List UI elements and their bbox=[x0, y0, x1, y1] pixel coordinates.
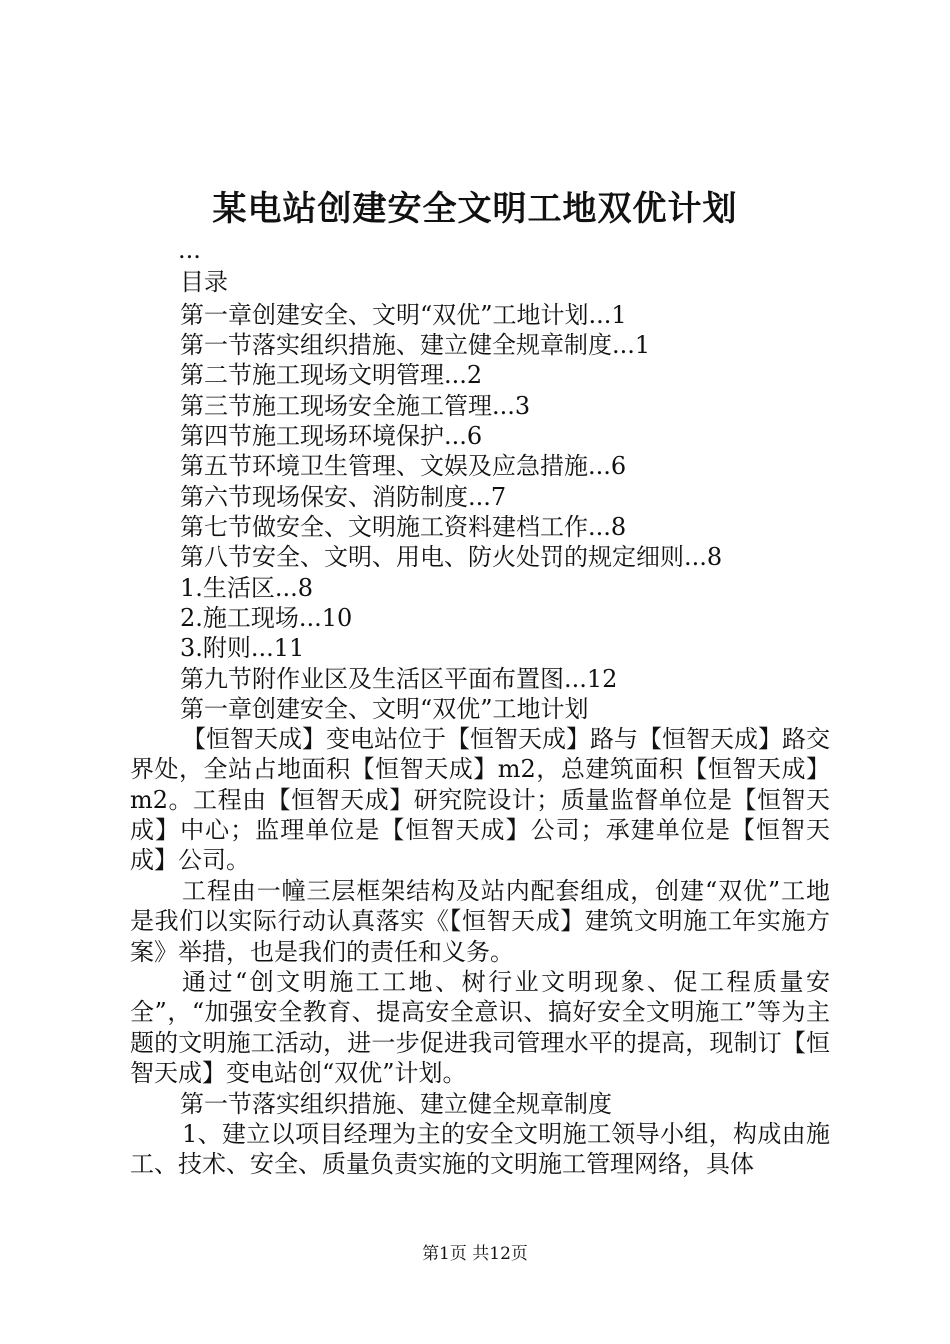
toc-item: 第七节做安全、文明施工资料建档工作...8 bbox=[180, 513, 627, 541]
toc-item: 第一章创建安全、文明“双优”工地计划...1 bbox=[180, 301, 627, 329]
toc-item: 1.生活区...8 bbox=[180, 574, 314, 602]
toc-item: 第九节附作业区及生活区平面布置图...12 bbox=[180, 665, 618, 693]
ellipsis-mark: ... bbox=[178, 236, 201, 264]
body-paragraph: 【恒智天成】变电站位于【恒智天成】路与【恒智天成】路交界处，全站占地面积【恒智天成】m2，总建筑面积【恒智天成】m2。工程由【恒智天成】研究院设计；质量监督单位是【恒智天成】中心；监理单位是【恒智天成】公司；承建单位是【恒智天成】公司。 bbox=[130, 725, 830, 875]
toc-item: 第四节施工现场环境保护...6 bbox=[180, 422, 483, 450]
toc-item: 第六节现场保安、消防制度...7 bbox=[180, 483, 507, 511]
toc-item: 第八节安全、文明、用电、防火处罚的规定细则...8 bbox=[180, 543, 723, 571]
document-title: 某电站创建安全文明工地双优计划 bbox=[212, 189, 738, 229]
toc-heading: 目录 bbox=[180, 268, 228, 296]
toc-item: 第三节施工现场安全施工管理...3 bbox=[180, 392, 531, 420]
body-paragraph: 工程由一幢三层框架结构及站内配套组成，创建“双优”工地是我们以实际行动认真落实《【恒智天成】建筑文明施工年实施方案》举措，也是我们的责任和义务。 bbox=[130, 877, 830, 966]
page-number-footer: 第1页 共12页 bbox=[422, 1244, 528, 1264]
chapter-heading: 第一章创建安全、文明“双优”工地计划 bbox=[180, 695, 589, 723]
toc-item: 第五节环境卫生管理、文娱及应急措施...6 bbox=[180, 452, 627, 480]
body-paragraph: 1、建立以项目经理为主的安全文明施工领导小组，构成由施工、技术、安全、质量负责实施的文明施工管理网络，具体 bbox=[130, 1120, 830, 1179]
section-heading: 第一节落实组织措施、建立健全规章制度 bbox=[180, 1090, 612, 1118]
toc-item: 第二节施工现场文明管理...2 bbox=[180, 361, 483, 389]
toc-item: 3.附则...11 bbox=[180, 634, 305, 662]
toc-item: 第一节落实组织措施、建立健全规章制度...1 bbox=[180, 331, 651, 359]
body-paragraph: 通过“创文明施工工地、树行业文明现象、促工程质量安全”，“加强安全教育、提高安全意识、搞好安全文明施工”等为主题的文明施工活动，进一步促进我司管理水平的提高，现制订【恒智天成】变电站创“双优”计划。 bbox=[130, 968, 830, 1087]
toc-item: 2.施工现场...10 bbox=[180, 604, 353, 632]
